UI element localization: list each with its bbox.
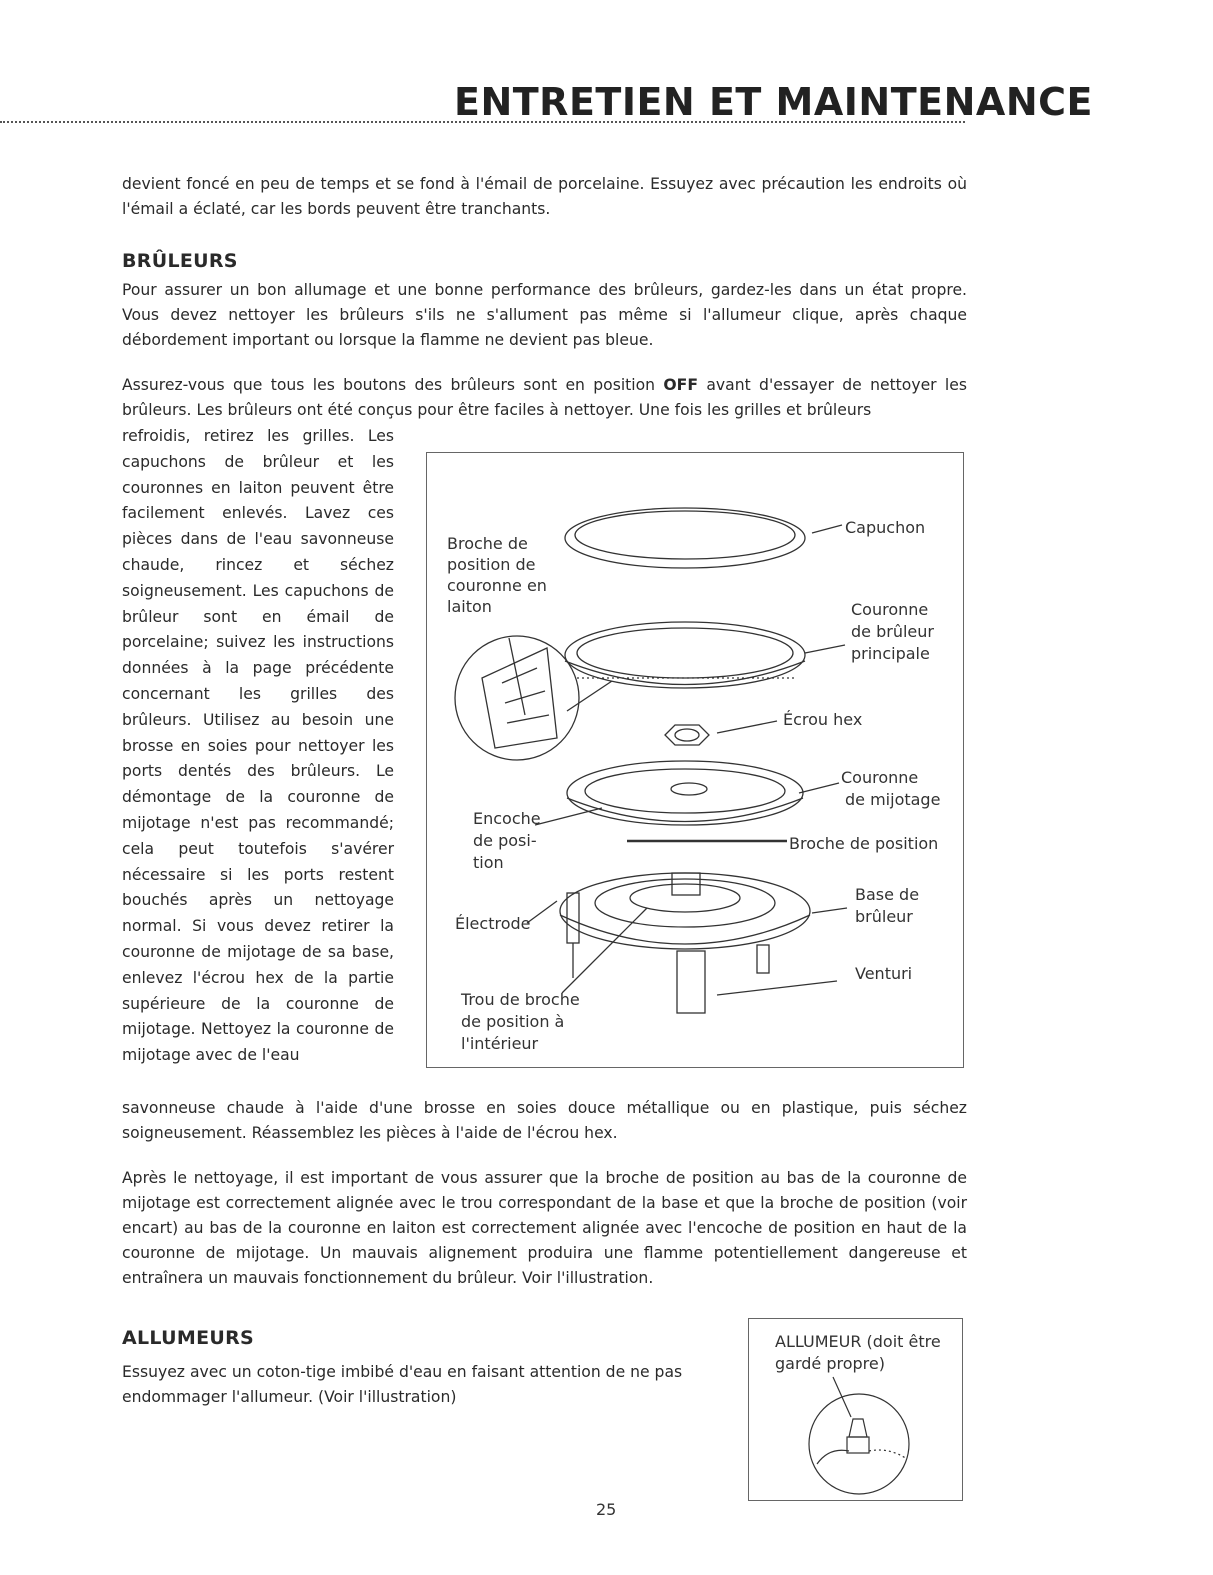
label-couronne-principale-1: Couronne [851, 600, 929, 619]
bruleurs-paragraph-2 [122, 373, 967, 423]
label-electrode: Électrode [455, 914, 531, 933]
leader-couronne-principale [805, 645, 845, 653]
label-couronne-principale-3: principale [851, 644, 930, 663]
crown-bottom [565, 661, 805, 685]
intro-block [122, 172, 967, 222]
section-heading-allumeurs: ALLUMEURS [122, 1327, 254, 1349]
inset-link [567, 681, 612, 711]
bruleurs-paragraph-2-narrow: refroidis, retirez les grilles. Les capuchons de brûleur et les couronnes en laiton peuvent être facilement enlevés. Lavez ces pièces dans de l'eau savonneuse chaude, rincez et séchez soigneusement. Les capuchons de brûleur sont en émail de porcelaine; suivez les instructions données à la page précédente concernant les grilles des brûleurs. Utilisez au besoin une brosse en soies pour nettoyer les ports dentés des brûleurs. Le démontage de la couronne de mijotage n'est pas recommandé; cela peut toutefois s'avérer nécessaire si les ports restent bouchés après un nettoyage normal. Si vous devez retirer la couronne de mijotage de sa base, enlevez l'écrou hex de la partie supérieure de la couronne de mijotage. Nettoyez la couronne de mijotage avec de l'eau [122, 427, 394, 1065]
igniter-label-1: ALLUMEUR (doit être [775, 1332, 941, 1351]
leader-couronne-mijotage [799, 783, 839, 793]
bruleurs-p3-block [122, 1166, 967, 1291]
label-base-1: Base de [855, 885, 920, 904]
off-keyword: OFF [663, 376, 698, 394]
label-couronne-principale-2: de brûleur [851, 622, 934, 641]
label-couronne-mijotage-2: de mijotage [845, 790, 941, 809]
bruleurs-p1-block [122, 278, 967, 353]
header-divider [0, 121, 965, 123]
igniter-body [847, 1437, 869, 1453]
p2-before: Assurez-vous que tous les boutons des brûleurs sont en position [122, 376, 664, 394]
section-heading-bruleurs: BRÛLEURS [122, 250, 238, 272]
label-encoche-3: tion [473, 853, 504, 872]
bruleurs-paragraph-2-end: savonneuse chaude à l'aide d'une brosse en soies douce métallique ou en plastique, puis séchez soigneusement. Réassemblez les pièces à l'aide de l'écrou hex. [122, 1099, 967, 1142]
bruleurs-p2-end-block [122, 1096, 967, 1146]
bruleurs-narrow-column [122, 424, 394, 1069]
label-venturi: Venturi [855, 964, 913, 983]
label-ecrou-hex: Écrou hex [783, 710, 863, 729]
burner-exploded-figure [426, 452, 964, 1068]
allumeurs-paragraph: Essuyez avec un coton-tige imbibé d'eau en faisant attention de ne pas endommager l'allumeur. (Voir l'illustration) [122, 1363, 683, 1406]
label-capuchon: Capuchon [845, 518, 926, 537]
label-couronne-mijotage-1: Couronne [841, 768, 919, 787]
simmer-crown-center [671, 783, 707, 795]
label-encoche-2: de posi- [473, 831, 537, 850]
leader-encoche [535, 808, 602, 825]
page-number: 25 [596, 1500, 617, 1519]
hex-nut [665, 725, 709, 745]
page-title: ENTRETIEN ET MAINTENANCE [454, 80, 1093, 124]
bruleurs-p2-block [122, 373, 967, 423]
leader-ecrou [717, 721, 777, 733]
igniter-burner-edge [869, 1450, 907, 1459]
label-broche-laiton-3: couronne en [447, 576, 547, 595]
igniter-wire [817, 1450, 849, 1464]
leader-capuchon [812, 525, 842, 533]
bruleurs-paragraph-1: Pour assurer un bon allumage et une bonne performance des brûleurs, gardez-les dans un état propre. Vous devez nettoyer les brûleurs s'ils ne s'allument pas même si l'allumeur clique, après chaque débordement important ou lorsque la flamme ne devient pas bleue. [122, 281, 967, 349]
igniter-tip [849, 1419, 867, 1437]
label-trou-3: l'intérieur [461, 1034, 539, 1053]
label-trou-2: de position à [461, 1012, 565, 1031]
inset-pointer [509, 638, 525, 715]
igniter-label-2: gardé propre) [775, 1354, 885, 1373]
base-leg-right [757, 945, 769, 973]
cap-inner-ellipse [575, 511, 795, 559]
label-broche-laiton-4: laiton [447, 597, 492, 616]
venturi-tube [677, 951, 705, 1013]
crown-inner-ellipse [577, 628, 793, 678]
label-base-2: brûleur [855, 907, 913, 926]
simmer-crown-bottom [567, 798, 803, 822]
igniter-figure [748, 1318, 963, 1501]
label-trou-1: Trou de broche [461, 990, 580, 1009]
inset-circle [455, 636, 579, 760]
p2-after: avant d'essayer de nettoyer les brûleurs. Les brûleurs ont été conçus pour être faciles à nettoyer. Une fois les grilles et brûleurs [122, 376, 967, 419]
allumeurs-block [122, 1360, 732, 1410]
hex-nut-hole [675, 729, 699, 741]
leader-venturi [717, 981, 837, 995]
leader-base [812, 908, 847, 913]
base-inner-ellipse [595, 879, 775, 927]
label-broche-position: Broche de position [789, 834, 939, 853]
label-broche-laiton-1: Broche de [447, 534, 528, 553]
simmer-crown-inner [585, 769, 785, 813]
label-encoche-1: Encoche [473, 809, 541, 828]
igniter-pointer [833, 1377, 851, 1417]
simmer-crown-ellipse [567, 761, 803, 825]
label-broche-laiton-2: position de [447, 555, 536, 574]
bruleurs-paragraph-3: Après le nettoyage, il est important de vous assurer que la broche de position au bas de la couronne de mijotage est correctement alignée avec le trou correspondant de la base et que la broche de position (voir encart) au bas de la couronne en laiton est correctement alignée avec l'encoche de position en haut de la couronne de mijotage. Un mauvais alignement produira une flamme potentiellement dangereuse et entraînera un mauvais fonctionnement du brûleur. Voir l'illustration. [122, 1169, 967, 1287]
leader-electrode [527, 901, 557, 923]
electrode-body [567, 893, 579, 943]
igniter-svg [749, 1319, 964, 1502]
base-bottom [560, 915, 810, 944]
igniter-circle [809, 1394, 909, 1494]
intro-paragraph: devient foncé en peu de temps et se fond à l'émail de porcelaine. Essuyez avec précaution les endroits où l'émail a éclaté, car les bords peuvent être tranchants. [122, 175, 967, 218]
